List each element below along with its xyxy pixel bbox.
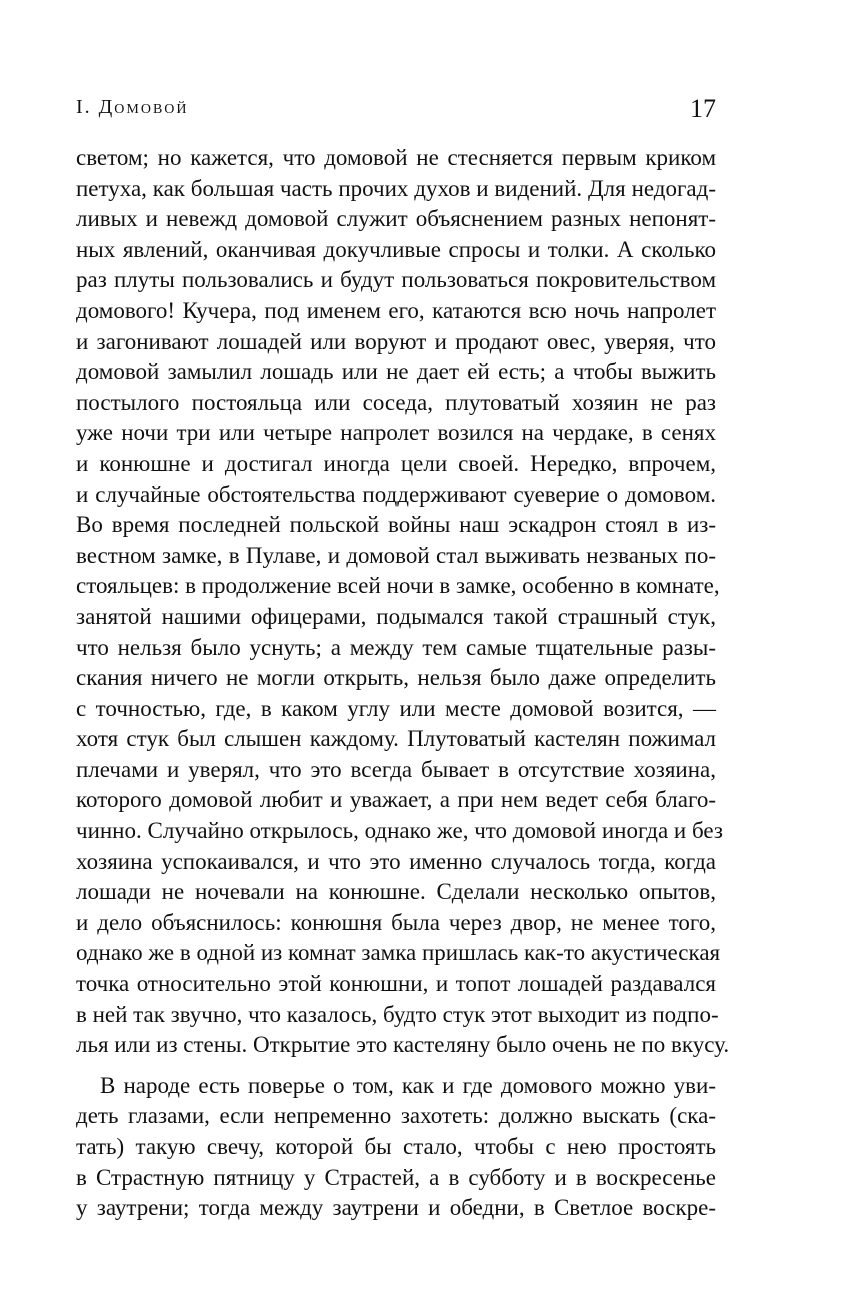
- paragraph-1: [76, 143, 730, 1061]
- text-line: и конюшне и достигал иногда цели своей. Нередко, впрочем,: [76, 450, 716, 476]
- body-text: [76, 143, 730, 1224]
- text-line: деть глазами, если непременно захотеть: должно выскать (ска-: [76, 1103, 716, 1129]
- text-line: ливых и невежд домовой служит объяснением разных непонят-: [76, 206, 716, 232]
- text-line: домовой замылил лошадь или не дает ей есть; а чтобы выжить: [76, 359, 716, 385]
- text-line: лья или из стены. Открытие это кастеляну было очень не по вкусу.: [76, 1032, 730, 1058]
- text-line: лошади не ночевали на конюшне. Сделали несколько опытов,: [76, 879, 716, 905]
- text-line: Во время последней польской войны наш эскадрон стоял в из-: [76, 512, 716, 538]
- text-line: ных явлений, оканчивая докучливые спросы и толки. А сколько: [76, 236, 716, 262]
- text-line: домового! Кучера, под именем его, катаются всю ночь напролет: [76, 297, 716, 323]
- text-line: петуха, как большая часть прочих духов и видений. Для недогад-: [76, 175, 716, 201]
- text-line: точка относительно этой конюшни, и топот лошадей раздавался: [76, 971, 716, 997]
- text-line: в Страстную пятницу у Страстей, а в субботу и в воскресенье: [76, 1164, 716, 1190]
- text-line: раз плуты пользовались и будут пользоваться покровительством: [76, 267, 716, 293]
- text-line: и случайные обстоятельства поддерживают суеверие о домовом.: [76, 481, 716, 507]
- paragraph-2: [76, 1071, 716, 1224]
- text-line: хозяина успокаивался, и что это именно случалось тогда, когда: [76, 848, 716, 874]
- text-line: которого домовой любит и уважает, а при нем ведет себя благо-: [76, 787, 716, 813]
- text-line: чинно. Случайно открылось, однако же, что домовой иногда и без: [76, 818, 723, 844]
- text-line: хотя стук был слышен каждому. Плутоватый кастелян пожимал: [76, 726, 716, 752]
- text-line: и дело объяснилось: конюшня была через двор, не менее того,: [76, 909, 716, 935]
- text-line: и загонивают лошадей или воруют и продают овес, уверяя, что: [76, 328, 716, 354]
- text-line: тать) такую свечу, которой бы стало, чтобы с нею простоять: [76, 1134, 716, 1159]
- text-line: занятой нашими офицерами, подымался такой страшный стук,: [76, 603, 716, 629]
- section-title: I. Домовой: [76, 96, 189, 118]
- text-line: светом; но кажется, что домовой не стесняется первым криком: [76, 145, 716, 170]
- text-line: с точностью, где, в каком углу или месте домовой возится, —: [76, 695, 716, 721]
- text-line: что нельзя было уснуть; а между тем самые тщательные разы-: [76, 634, 716, 660]
- page-number: 17: [690, 94, 716, 123]
- text-line: скания ничего не могли открыть, нельзя было даже определить: [76, 665, 716, 691]
- paragraph-gap: [76, 1061, 716, 1071]
- text-line: постылого постояльца или соседа, плутоватый хозяин не раз: [76, 389, 716, 415]
- running-head: [76, 94, 716, 124]
- text-line: В народе есть поверье о том, как и где домового можно уви-: [100, 1072, 716, 1098]
- text-line: у заутрени; тогда между заутрени и обедни, в Светлое воскре-: [76, 1195, 716, 1221]
- text-line: в ней так звучно, что казалось, будто стук этот выходит из подпо-: [76, 1001, 719, 1027]
- text-line: плечами и уверял, что это всегда бывает в отсутствие хозяина,: [76, 756, 716, 782]
- text-line: стояльцев: в продолжение всей ночи в замке, особенно в комнате,: [76, 573, 720, 599]
- text-line: однако же в одной из комнат замка пришлась как-то акустическая: [76, 940, 721, 966]
- text-line: уже ночи три или четыре напролет возился на чердаке, в сенях: [76, 420, 716, 446]
- text-line: вестном замке, в Пулаве, и домовой стал выживать незваных по-: [76, 542, 716, 568]
